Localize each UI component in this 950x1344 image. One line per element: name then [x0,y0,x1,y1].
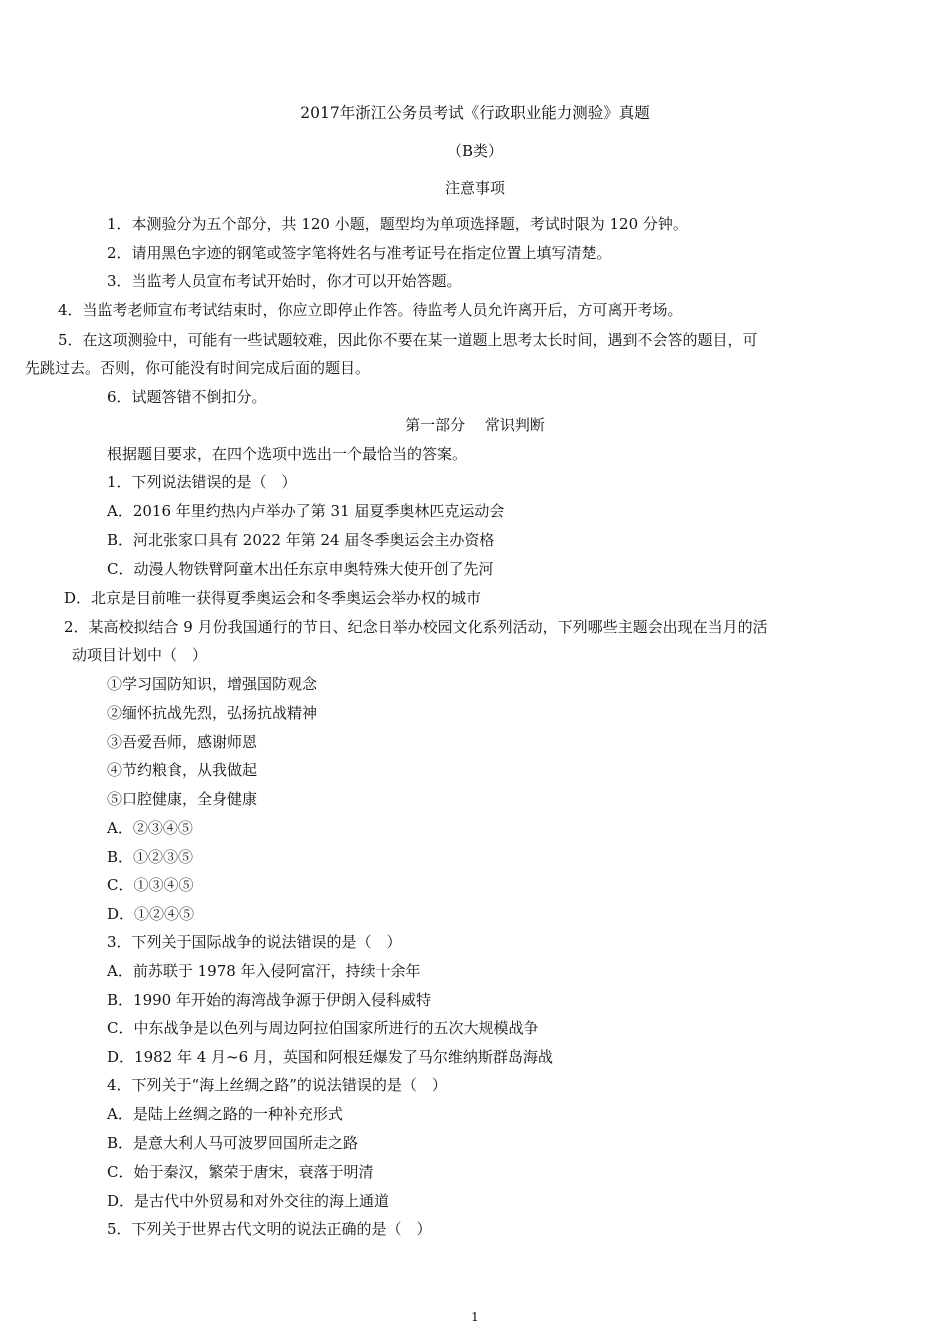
notice-item: 2．请用黑色字迹的钢笔或签字笔将姓名与准考证号在指定位置上填写清楚。 [107,244,612,262]
question-1-option-c: C．动漫人物铁臂阿童木出任东京申奥特殊大使开创了先河 [107,560,494,578]
question-2-item: ③吾爱吾师，感谢师恩 [107,733,258,751]
question-4-stem: 4．下列关于“海上丝绸之路”的说法错误的是（ ） [107,1076,447,1094]
notice-item: 4．当监考老师宣布考试结束时，你应立即停止作答。待监考人员允许离开后，方可离开考场。 [58,301,683,319]
part-instruction: 根据题目要求，在四个选项中选出一个最恰当的答案。 [107,445,468,463]
question-2-option-a: A．②③④⑤ [107,819,193,837]
question-4-option-b: B．是意大利人马可波罗回国所走之路 [107,1134,359,1152]
part-heading: 第一部分 常识判断 [405,416,545,434]
question-1-option-d: D．北京是目前唯一获得夏季奥运会和冬季奥运会举办权的城市 [64,589,482,607]
notice-item-continuation: 先跳过去。否则，你可能没有时间完成后面的题目。 [25,359,371,377]
notice-heading: 注意事项 [444,179,505,197]
notice-item: 1．本测验分为五个部分，共 120 小题，题型均为单项选择题，考试时限为 120 分钟。 [107,215,688,233]
notice-item: 5．在这项测验中，可能有一些试题较难，因此你不要在某一道题上思考太长时间，遇到不会答的题目，可 [58,331,758,349]
question-2-option-d: D．①②④⑤ [107,905,195,923]
question-2-option-b: B．①②③⑤ [107,848,194,866]
question-3-option-c: C．中东战争是以色列与周边阿拉伯国家所进行的五次大规模战争 [107,1019,539,1037]
question-1-option-b: B．河北张家口具有 2022 年第 24 届冬季奥运会主办资格 [107,531,495,549]
question-4-option-c: C．始于秦汉，繁荣于唐宋，衰落于明清 [107,1163,374,1181]
question-4-option-a: A．是陆上丝绸之路的一种补充形式 [107,1105,343,1123]
question-2-item: ⑤口腔健康，全身健康 [107,790,258,808]
question-5-stem: 5．下列关于世界古代文明的说法正确的是（ ） [107,1220,432,1238]
question-2-option-c: C．①③④⑤ [107,876,194,894]
question-2-stem: 2．某高校拟结合 9 月份我国通行的节日、纪念日举办校园文化系列活动，下列哪些主题会出现在当月的活 [64,618,768,636]
question-2-item: ②缅怀抗战先烈，弘扬抗战精神 [107,704,318,722]
question-2-item: ④节约粮食，从我做起 [107,761,258,779]
document-title: 2017年浙江公务员考试《行政职业能力测验》真题 [300,104,650,122]
question-1-option-a: A．2016 年里约热内卢举办了第 31 届夏季奥林匹克运动会 [107,502,505,520]
notice-item: 6．试题答错不倒扣分。 [107,388,267,406]
question-3-option-a: A．前苏联于 1978 年入侵阿富汗，持续十余年 [107,962,421,980]
notice-item: 3．当监考人员宣布考试开始时，你才可以开始答题。 [107,272,462,290]
document-subtitle: （B类） [446,142,504,160]
question-3-option-b: B．1990 年开始的海湾战争源于伊朗入侵科威特 [107,991,431,1009]
question-3-option-d: D．1982 年 4 月~6 月，英国和阿根廷爆发了马尔维纳斯群岛海战 [107,1048,553,1066]
page-number: 1 [471,1310,479,1324]
question-2-stem-continuation: 动项目计划中（ ） [72,646,208,664]
question-3-stem: 3．下列关于国际战争的说法错误的是（ ） [107,933,402,951]
question-1-stem: 1．下列说法错误的是（ ） [107,473,297,491]
question-2-item: ①学习国防知识，增强国防观念 [107,675,318,693]
question-4-option-d: D．是古代中外贸易和对外交往的海上通道 [107,1192,390,1210]
